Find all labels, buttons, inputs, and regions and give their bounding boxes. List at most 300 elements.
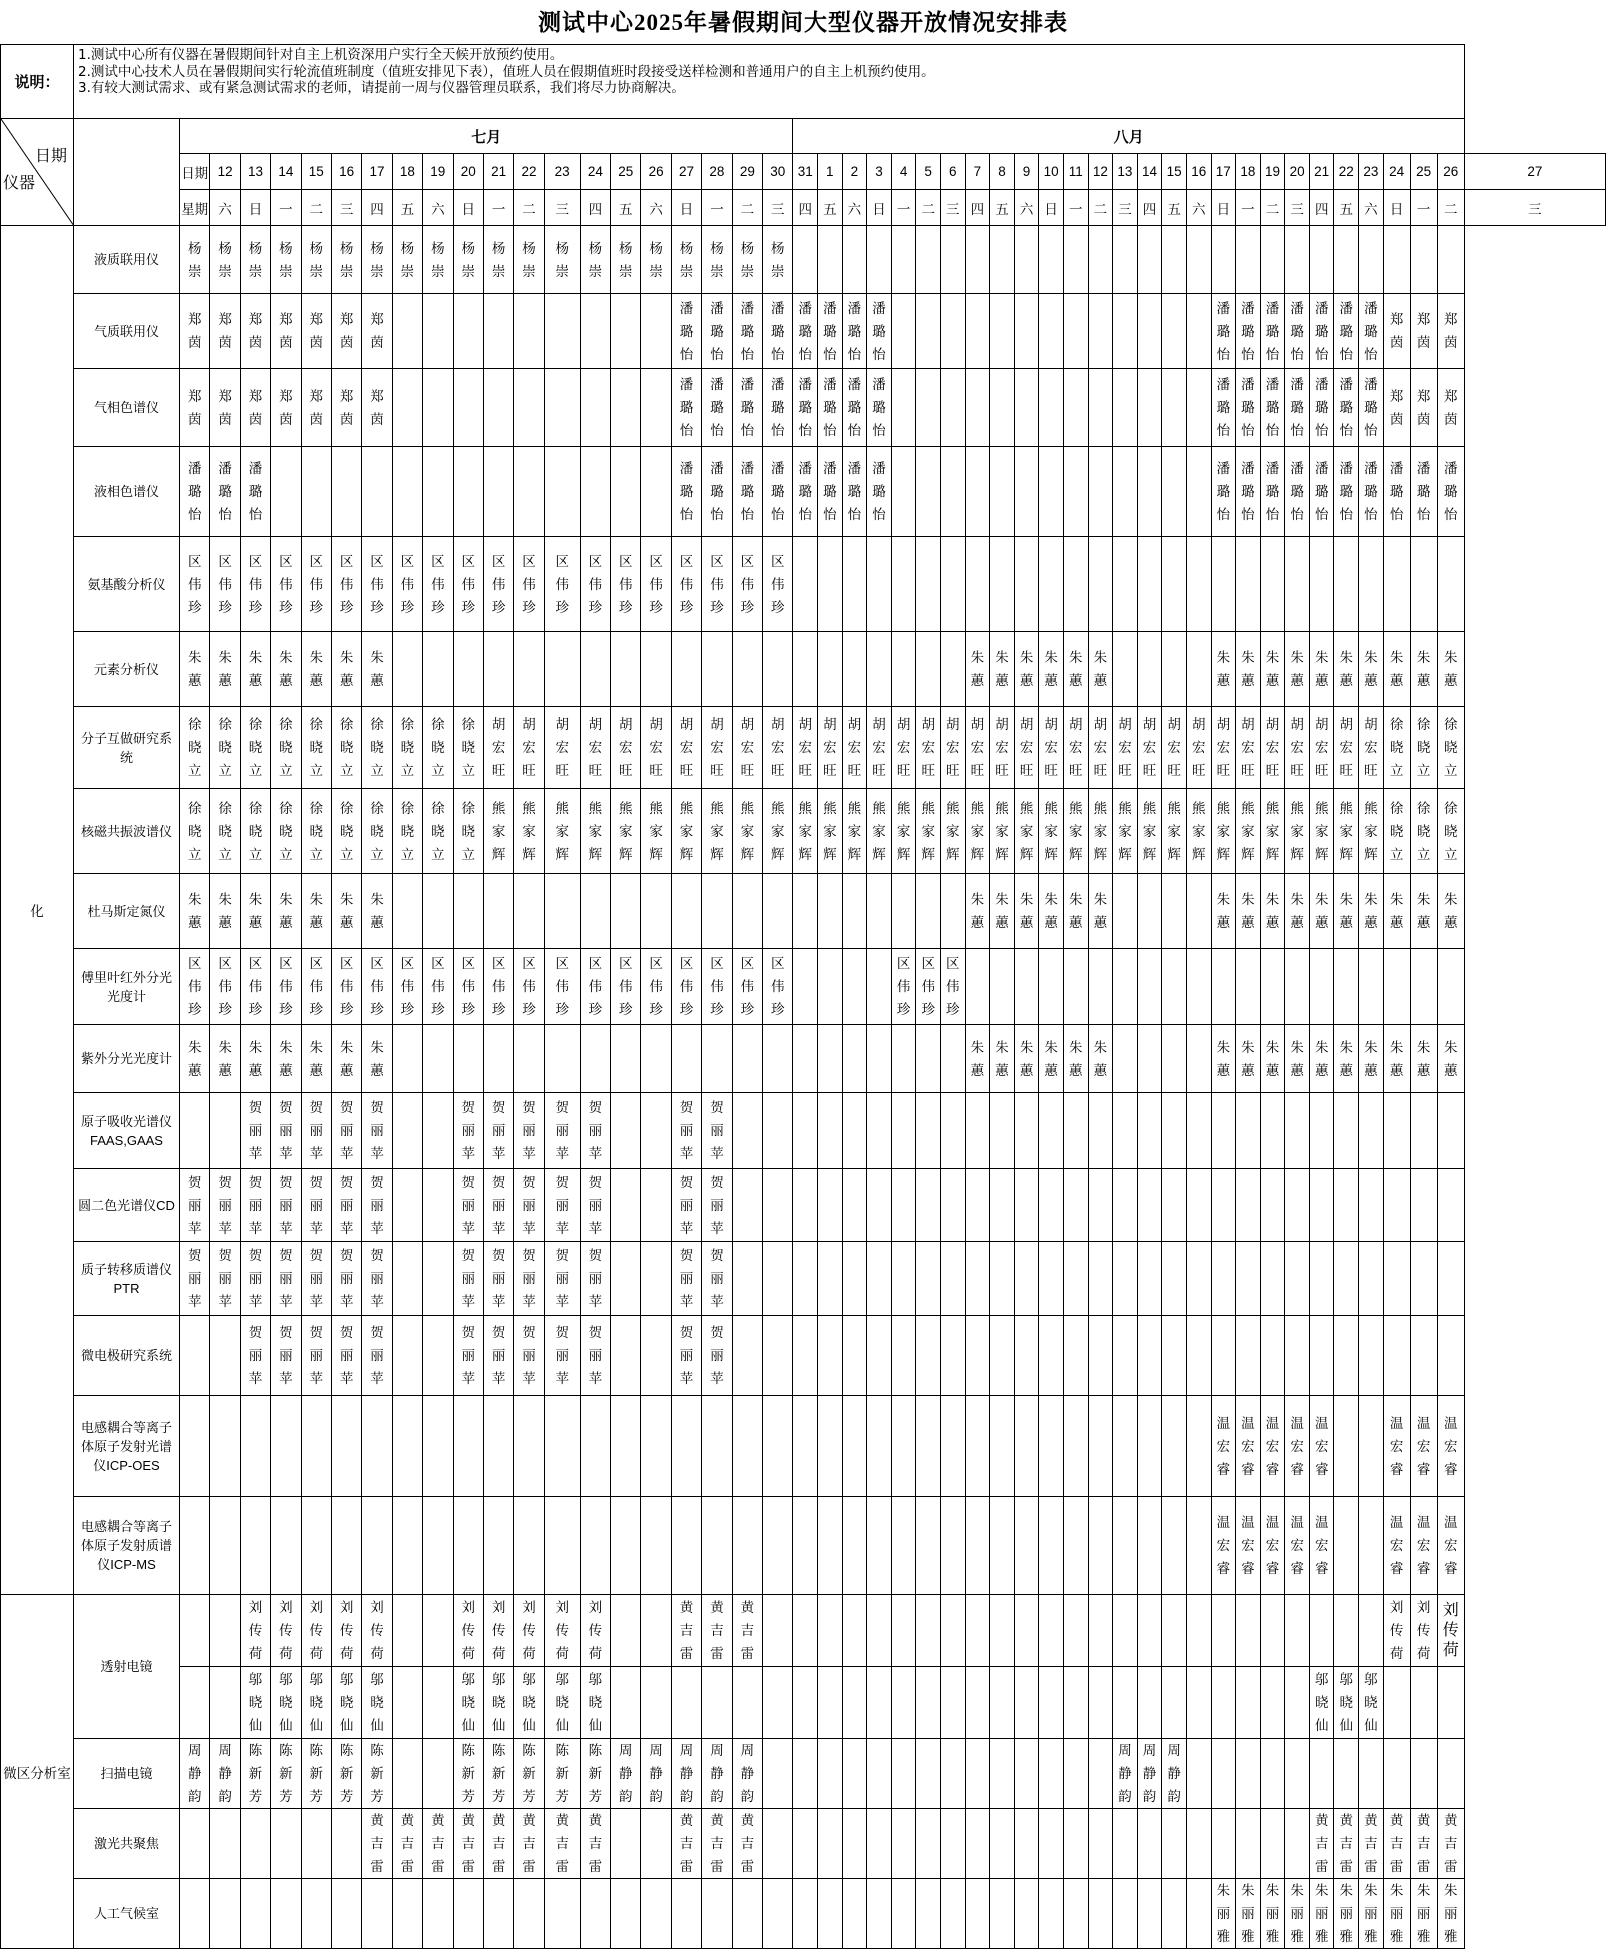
duty-staff-name: 陈新芳 (522, 1743, 536, 1804)
duty-cell (1309, 1497, 1334, 1595)
duty-cell (1410, 632, 1437, 707)
empty-cell (1014, 1879, 1039, 1949)
duty-cell (392, 1809, 422, 1879)
empty-cell (940, 1595, 965, 1667)
duty-cell (1437, 632, 1464, 707)
empty-cell (732, 1879, 762, 1949)
duty-cell (362, 949, 392, 1025)
empty-cell (1334, 1316, 1359, 1396)
empty-cell (1162, 1595, 1187, 1667)
duty-cell (362, 707, 392, 789)
empty-cell (641, 1242, 671, 1316)
empty-cell (671, 1497, 701, 1595)
duty-staff-name: 潘璐怡 (823, 377, 837, 438)
empty-cell (702, 1497, 732, 1595)
duty-staff-name: 黄吉雷 (710, 1813, 724, 1874)
empty-cell (763, 1879, 793, 1949)
duty-cell (580, 949, 610, 1025)
empty-cell (1162, 226, 1187, 294)
empty-cell (916, 1739, 941, 1809)
duty-cell (1437, 369, 1464, 447)
duty-cell (641, 1739, 671, 1809)
duty-staff-name: 朱蕙 (1339, 892, 1354, 930)
empty-cell (916, 1497, 941, 1595)
duty-cell (763, 447, 793, 537)
duty-cell (1383, 1025, 1410, 1093)
empty-cell (392, 1879, 422, 1949)
duty-staff-name: 潘璐怡 (770, 377, 785, 438)
empty-cell (1437, 1093, 1464, 1169)
duty-cell (331, 294, 361, 369)
duty-staff-name: 徐晓立 (1443, 800, 1458, 862)
duty-cell (671, 1739, 701, 1809)
duty-staff-name: 徐晓立 (400, 717, 415, 778)
duty-cell (362, 1316, 392, 1396)
duty-cell (453, 226, 483, 294)
duty-cell (1334, 1879, 1359, 1949)
empty-cell (818, 1242, 843, 1316)
empty-cell (1383, 537, 1410, 632)
duty-staff-name: 黄吉雷 (555, 1813, 569, 1874)
duty-staff-name: 朱蕙 (309, 650, 323, 688)
duty-staff-name: 潘璐怡 (798, 300, 812, 362)
duty-cell (514, 1316, 544, 1396)
duty-staff-name: 潘璐怡 (1265, 377, 1280, 438)
duty-cell (1211, 294, 1236, 369)
duty-cell (1285, 294, 1310, 369)
duty-cell (1285, 1879, 1310, 1949)
duty-cell (1211, 1396, 1236, 1497)
empty-cell (965, 1879, 990, 1949)
empty-cell (1162, 1396, 1187, 1497)
empty-cell (671, 1667, 701, 1739)
duty-cell (544, 1093, 580, 1169)
duty-staff-name: 朱蕙 (1241, 650, 1255, 688)
empty-cell (842, 1396, 867, 1497)
weekday-cell: 日 (1211, 190, 1236, 226)
duty-cell (301, 537, 331, 632)
duty-staff-name: 邬晓仙 (1339, 1672, 1354, 1733)
duty-cell (818, 789, 843, 874)
duty-cell (1162, 707, 1187, 789)
duty-cell (1334, 1809, 1359, 1879)
duty-cell (1236, 632, 1261, 707)
empty-cell (990, 447, 1015, 537)
duty-cell (580, 1595, 610, 1667)
duty-cell (240, 632, 270, 707)
duty-cell (965, 789, 990, 874)
duty-cell (1211, 1025, 1236, 1093)
empty-cell (940, 1169, 965, 1242)
duty-cell (1260, 632, 1285, 707)
duty-cell (331, 1595, 361, 1667)
duty-staff-name: 熊家辉 (1314, 800, 1329, 862)
duty-cell (1260, 707, 1285, 789)
duty-staff-name: 熊家辉 (798, 800, 812, 862)
duty-staff-name: 胡宏旺 (798, 717, 812, 778)
duty-cell (1211, 874, 1236, 949)
duty-cell (180, 226, 210, 294)
empty-cell (916, 1093, 941, 1169)
duty-cell (453, 1739, 483, 1809)
empty-cell (180, 1316, 210, 1396)
weekday-cell: 五 (392, 190, 422, 226)
empty-cell (1383, 226, 1410, 294)
date-cell: 13 (1113, 154, 1138, 190)
empty-cell (842, 1497, 867, 1595)
empty-cell (1162, 632, 1187, 707)
empty-cell (1383, 1093, 1410, 1169)
empty-cell (331, 1497, 361, 1595)
date-cell: 29 (732, 154, 762, 190)
duty-cell (362, 1595, 392, 1667)
empty-cell (210, 1316, 240, 1396)
duty-staff-name: 朱蕙 (1339, 1039, 1354, 1078)
empty-cell (763, 874, 793, 949)
duty-staff-name: 潘璐怡 (710, 377, 724, 438)
empty-cell (818, 632, 843, 707)
empty-cell (842, 874, 867, 949)
instrument-name: 液相色谱仪 (74, 447, 180, 537)
empty-cell (702, 1025, 732, 1093)
duty-cell (965, 1025, 990, 1093)
duty-cell (1309, 1879, 1334, 1949)
empty-cell (793, 1025, 818, 1093)
empty-cell (793, 1879, 818, 1949)
duty-cell (1211, 447, 1236, 537)
duty-cell (301, 226, 331, 294)
empty-cell (180, 1396, 210, 1497)
duty-staff-name: 邬晓仙 (555, 1672, 569, 1733)
empty-cell (1285, 1093, 1310, 1169)
empty-cell (1113, 1242, 1138, 1316)
duty-cell (331, 707, 361, 789)
duty-cell (1383, 1809, 1410, 1879)
duty-cell (240, 369, 270, 447)
instrument-name: 人工气候室 (74, 1879, 180, 1949)
duty-cell (611, 537, 641, 632)
empty-cell (1137, 1879, 1162, 1949)
duty-cell (1410, 447, 1437, 537)
empty-cell (842, 1809, 867, 1879)
empty-cell (1088, 1396, 1113, 1497)
weekday-cell: 三 (1113, 190, 1138, 226)
duty-staff-name: 贺丽苹 (248, 1325, 263, 1386)
empty-cell (763, 1093, 793, 1169)
schedule-table (0, 44, 1606, 1949)
empty-cell (1063, 447, 1088, 537)
duty-staff-name: 邬晓仙 (1314, 1672, 1329, 1733)
empty-cell (1260, 1242, 1285, 1316)
weekday-cell: 一 (483, 190, 513, 226)
empty-cell (793, 1169, 818, 1242)
duty-cell (702, 1242, 732, 1316)
duty-cell (671, 1316, 701, 1396)
empty-cell (842, 537, 867, 632)
duty-staff-name: 杨崇 (491, 240, 506, 279)
notes-block (74, 45, 1465, 119)
empty-cell (301, 1809, 331, 1879)
empty-cell (1137, 1497, 1162, 1595)
empty-cell (818, 1497, 843, 1595)
instrument-name: 圆二色光谱仪CD (74, 1169, 180, 1242)
empty-cell (1039, 1316, 1064, 1396)
duty-cell (1285, 789, 1310, 874)
date-cell: 28 (702, 154, 732, 190)
duty-staff-name: 朱丽雅 (1364, 1883, 1378, 1944)
duty-staff-name: 潘璐怡 (1364, 377, 1378, 438)
duty-cell (1437, 447, 1464, 537)
duty-staff-name: 郑茵 (1416, 388, 1431, 427)
empty-cell (763, 632, 793, 707)
duty-staff-name: 贺丽苹 (279, 1325, 293, 1386)
duty-cell (763, 369, 793, 447)
duty-staff-name: 区伟珍 (522, 956, 536, 1017)
duty-staff-name: 熊家辉 (710, 800, 724, 862)
duty-staff-name: 朱蕙 (1093, 1039, 1108, 1078)
duty-staff-name: 徐晓立 (279, 717, 293, 778)
empty-cell (301, 1879, 331, 1949)
empty-cell (818, 1396, 843, 1497)
duty-cell (453, 1595, 483, 1667)
empty-cell (1039, 1497, 1064, 1595)
empty-cell (1063, 1169, 1088, 1242)
date-cell: 15 (301, 154, 331, 190)
duty-cell (1211, 369, 1236, 447)
duty-staff-name: 潘璐怡 (847, 377, 862, 438)
empty-cell (1014, 1396, 1039, 1497)
duty-cell (763, 949, 793, 1025)
empty-cell (1014, 1093, 1039, 1169)
duty-staff-name: 郑茵 (339, 388, 354, 427)
duty-staff-name: 朱蕙 (1265, 650, 1280, 688)
date-cell: 15 (1162, 154, 1187, 190)
duty-staff-name: 徐晓立 (1416, 717, 1431, 778)
duty-staff-name: 徐晓立 (309, 717, 323, 778)
duty-cell (702, 1809, 732, 1879)
duty-cell (271, 1169, 301, 1242)
duty-cell (453, 537, 483, 632)
duty-staff-name: 胡宏旺 (1241, 717, 1255, 778)
empty-cell (1211, 1169, 1236, 1242)
duty-staff-name: 温宏睿 (1216, 1515, 1231, 1576)
duty-staff-name: 潘璐怡 (1364, 461, 1378, 522)
empty-cell (180, 1879, 210, 1949)
date-cell: 23 (1359, 154, 1384, 190)
empty-cell (1039, 1879, 1064, 1949)
empty-cell (641, 369, 671, 447)
empty-cell (818, 949, 843, 1025)
empty-cell (940, 294, 965, 369)
empty-cell (611, 1396, 641, 1497)
empty-cell (483, 1025, 513, 1093)
duty-cell (514, 1169, 544, 1242)
date-cell: 1 (818, 154, 843, 190)
duty-cell (240, 447, 270, 537)
duty-staff-name: 朱蕙 (309, 1039, 323, 1078)
duty-staff-name: 朱蕙 (1443, 892, 1458, 930)
duty-staff-name: 熊家辉 (823, 800, 837, 862)
duty-cell (1309, 447, 1334, 537)
duty-cell (1383, 1595, 1410, 1667)
duty-cell (1359, 874, 1384, 949)
duty-staff-name: 周静韵 (679, 1743, 694, 1804)
duty-cell (1410, 369, 1437, 447)
duty-cell (990, 707, 1015, 789)
duty-staff-name: 朱蕙 (995, 650, 1009, 688)
duty-cell (1260, 447, 1285, 537)
empty-cell (916, 226, 941, 294)
duty-cell (301, 294, 331, 369)
empty-cell (916, 1025, 941, 1093)
duty-cell (1113, 1739, 1138, 1809)
duty-cell (1410, 1396, 1437, 1497)
empty-cell (1039, 1809, 1064, 1879)
duty-cell (210, 632, 240, 707)
date-cell: 20 (453, 154, 483, 190)
duty-staff-name: 潘璐怡 (823, 461, 837, 522)
empty-cell (423, 1025, 453, 1093)
duty-staff-name: 潘璐怡 (872, 377, 886, 438)
empty-cell (1260, 1809, 1285, 1879)
duty-staff-name: 胡宏旺 (1339, 717, 1354, 778)
duty-staff-name: 贺丽苹 (339, 1248, 354, 1309)
weekday-cell: 二 (732, 190, 762, 226)
empty-cell (423, 294, 453, 369)
duty-staff-name: 朱蕙 (187, 892, 202, 930)
duty-cell (1186, 789, 1211, 874)
empty-cell (1063, 1739, 1088, 1809)
empty-cell (1113, 1316, 1138, 1396)
empty-cell (611, 1809, 641, 1879)
duty-staff-name: 郑茵 (370, 388, 384, 427)
weekday-cell: 一 (1236, 190, 1261, 226)
weekday-cell: 二 (1088, 190, 1113, 226)
duty-cell (891, 789, 916, 874)
duty-staff-name: 杨崇 (770, 240, 785, 279)
duty-cell (514, 1595, 544, 1667)
month-header-1: 七月 (180, 119, 793, 154)
duty-cell (1383, 369, 1410, 447)
duty-cell (1309, 294, 1334, 369)
empty-cell (891, 1879, 916, 1949)
duty-staff-name: 潘璐怡 (872, 461, 886, 522)
weekday-cell: 五 (1162, 190, 1187, 226)
date-cell: 20 (1285, 154, 1310, 190)
duty-staff-name: 贺丽苹 (491, 1248, 506, 1309)
empty-cell (1137, 1316, 1162, 1396)
empty-cell (514, 369, 544, 447)
empty-cell (965, 226, 990, 294)
duty-staff-name: 陈新芳 (588, 1743, 603, 1804)
duty-staff-name: 潘璐怡 (1290, 461, 1304, 522)
duty-staff-name: 贺丽苹 (588, 1174, 603, 1236)
duty-cell (732, 369, 762, 447)
duty-staff-name: 徐晓立 (248, 717, 263, 778)
duty-cell (702, 1316, 732, 1396)
date-cell: 23 (544, 154, 580, 190)
duty-cell (671, 537, 701, 632)
empty-cell (965, 1667, 990, 1739)
empty-cell (1334, 1093, 1359, 1169)
empty-cell (1014, 294, 1039, 369)
duty-staff-name: 朱蕙 (1019, 1039, 1034, 1078)
duty-staff-name: 潘璐怡 (1389, 461, 1404, 522)
duty-staff-name: 胡宏旺 (649, 717, 663, 778)
empty-cell (641, 294, 671, 369)
duty-staff-name: 区伟珍 (588, 956, 603, 1017)
duty-cell (544, 1739, 580, 1809)
empty-cell (611, 632, 641, 707)
empty-cell (1162, 537, 1187, 632)
empty-cell (641, 1093, 671, 1169)
empty-cell (1063, 369, 1088, 447)
duty-cell (1063, 874, 1088, 949)
duty-staff-name: 黄吉雷 (710, 1600, 724, 1661)
duty-cell (210, 1025, 240, 1093)
empty-cell (867, 1093, 892, 1169)
duty-staff-name: 朱蕙 (1364, 1039, 1378, 1078)
duty-staff-name: 贺丽苹 (339, 1100, 354, 1161)
empty-cell (1383, 1739, 1410, 1809)
duty-cell (331, 874, 361, 949)
duty-cell (514, 707, 544, 789)
empty-cell (1088, 1242, 1113, 1316)
duty-cell (990, 1025, 1015, 1093)
duty-staff-name: 杨崇 (588, 240, 603, 279)
empty-cell (1162, 1025, 1187, 1093)
duty-staff-name: 潘璐怡 (1364, 300, 1378, 362)
duty-staff-name: 朱丽雅 (1443, 1883, 1458, 1944)
duty-cell (331, 789, 361, 874)
duty-staff-name: 贺丽苹 (555, 1100, 569, 1161)
duty-staff-name: 朱蕙 (1241, 892, 1255, 930)
empty-cell (842, 1667, 867, 1739)
duty-cell (891, 707, 916, 789)
empty-cell (1088, 1316, 1113, 1396)
duty-cell (301, 1739, 331, 1809)
instrument-row (1, 632, 1606, 707)
empty-cell (1088, 226, 1113, 294)
duty-staff-name: 潘璐怡 (1241, 461, 1255, 522)
duty-cell (1410, 874, 1437, 949)
duty-cell (1359, 1809, 1384, 1879)
duty-cell (392, 537, 422, 632)
empty-cell (1063, 1242, 1088, 1316)
duty-cell (940, 707, 965, 789)
duty-cell (1088, 789, 1113, 874)
empty-cell (1260, 1316, 1285, 1396)
duty-cell (611, 226, 641, 294)
duty-cell (1410, 294, 1437, 369)
weekday-cell: 二 (1437, 190, 1464, 226)
empty-cell (1014, 949, 1039, 1025)
empty-cell (867, 1025, 892, 1093)
empty-cell (842, 949, 867, 1025)
duty-cell (940, 789, 965, 874)
duty-staff-name: 黄吉雷 (491, 1813, 506, 1874)
empty-cell (891, 1093, 916, 1169)
duty-cell (1211, 707, 1236, 789)
empty-cell (916, 1595, 941, 1667)
empty-cell (916, 874, 941, 949)
duty-cell (1437, 707, 1464, 789)
empty-cell (453, 1879, 483, 1949)
empty-cell (1063, 1316, 1088, 1396)
empty-cell (180, 1497, 210, 1595)
empty-cell (965, 1242, 990, 1316)
weekday-cell: 三 (763, 190, 793, 226)
